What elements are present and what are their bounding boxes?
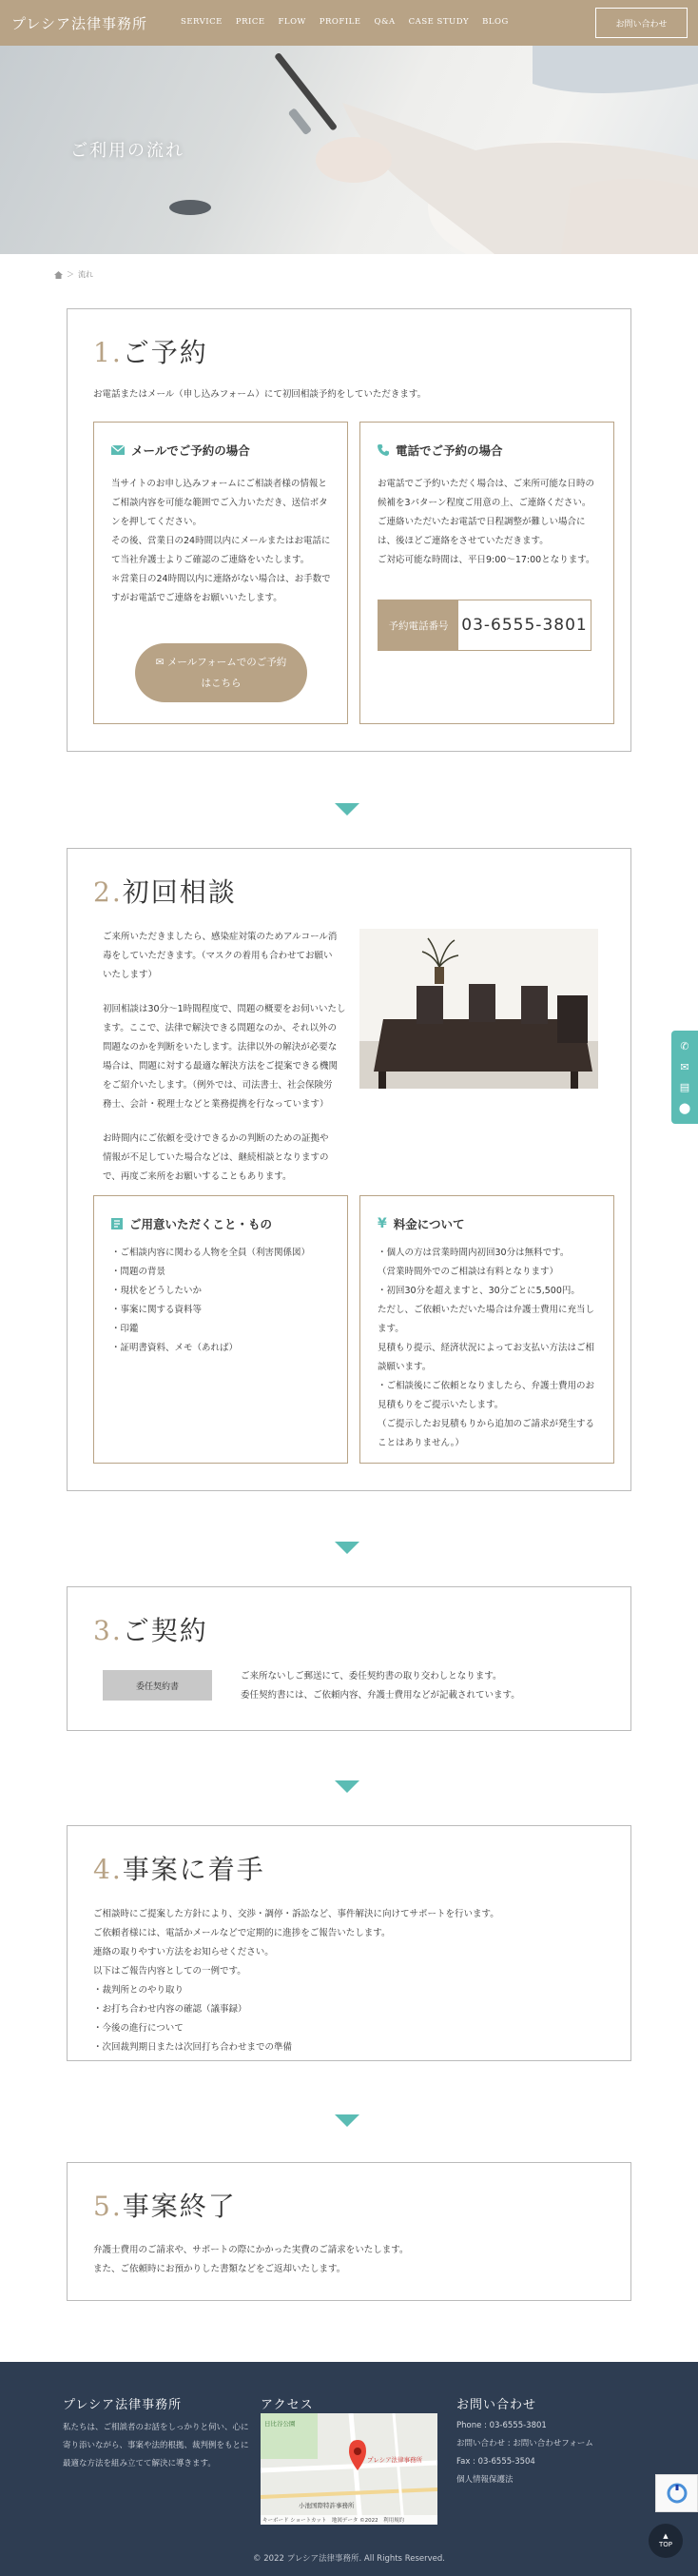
side-contact-bar — [671, 1031, 698, 1124]
page-title: ご利用の流れ — [70, 141, 184, 161]
site-footer — [0, 2362, 698, 2576]
box-title: ご用意いただくこと・もの — [111, 1215, 272, 1232]
footer-fax: Fax : 03-6555-3504 — [456, 2457, 535, 2467]
yen-icon: ¥ — [378, 1216, 387, 1231]
flow-arrow-icon — [335, 2114, 359, 2127]
flow-arrow-icon — [335, 1542, 359, 1554]
contract-text: ご来所ないしご郵送にて、委任契約書の取り交わしとなります。 委任契約書には、ご依頼内容、弁護士費用などが記載されています。 — [241, 1671, 520, 1701]
map-pin-icon[interactable]: ⬤ — [678, 1101, 691, 1114]
step-title — [93, 1610, 208, 1648]
site-header — [0, 0, 698, 46]
main-nav — [181, 17, 509, 27]
consultation-text: ご来所いただきましたら、感染症対策のためアルコール消 毒をしていただきます。（マスクの着用も合わせてお願い いたします） 初回相談は30分〜1時間程度で、問題の概要をお伺いいたし ます。ここで、法律で解決できる問題なのか、それ以外の 問題なのかを判断をいたします。法律以外の解決が必要な 場合は、問題に対する最適な解決方法をご提案できる機関 をご紹介いたします。（例外では、司法書士、社会保険労 務士、会計・税理士などと業務提携を行なっています） お時間内にご依頼を受けできるかの判断のための証拠や 情報が不足していた場合などは、継続相談となりますの で、再度ご来所をお願いすることもあります。 — [103, 932, 346, 1182]
case-progress-text: ご相談時にご提案した方針により、交渉・調停・訴訟など、事件解決に向けてサポートを行います。 ご依頼者様には、電話かメールなどで定期的に進捗をご報告いたします。 連絡の取りやすい方法をお知らせください。 以下はご報告内容としての一例です。 ・裁判所とのやり取り ・お打ち合わせ内容の確認（議事録） ・今後の進行について ・次回裁判期日または次回打ち合わせまでの準備 — [93, 1909, 499, 2053]
footer-phone[interactable]: Phone : 03-6555-3801 — [456, 2421, 547, 2430]
mail-reservation-box — [93, 422, 348, 724]
step-title — [93, 1849, 265, 1887]
breadcrumb-current: 流れ — [78, 270, 93, 279]
footer-privacy-link[interactable]: 個人情報保護法 — [456, 2475, 514, 2485]
step-title — [93, 332, 208, 370]
map-label-firm: プレシア法律事務所 — [367, 2456, 423, 2464]
step-intro: お電話またはメール（申し込みフォーム）にて初回相談予約をしていただきます。 — [93, 389, 427, 400]
footer-firm-name: プレシア法律事務所 — [63, 2398, 183, 2412]
step-heading: ご契約 — [122, 1615, 208, 1646]
back-to-top-button[interactable]: ▲ TOP — [649, 2524, 683, 2558]
meeting-room-photo — [359, 929, 598, 1089]
box-title: 電話でご予約の場合 — [378, 442, 503, 459]
nav-case-study[interactable]: CASE STUDY — [408, 17, 470, 27]
step-number: 4. — [93, 1854, 123, 1885]
document-icon[interactable]: ▤ — [679, 1081, 690, 1094]
map-attribution: キーボード ショートカット 地図データ ©2022 利用規約 — [261, 2515, 437, 2525]
step-number: 1. — [93, 337, 123, 368]
fee-box — [359, 1195, 614, 1464]
envelope-icon[interactable]: ✉ — [680, 1060, 689, 1073]
flow-arrow-icon — [335, 1780, 359, 1793]
home-icon[interactable] — [54, 271, 63, 279]
nav-service[interactable]: SERVICE — [181, 17, 223, 27]
map-label-office-nearby: 小池国際特許事務所 — [299, 2502, 355, 2509]
breadcrumb-separator: ＞ — [67, 270, 74, 279]
flow-arrow-icon — [335, 803, 359, 816]
step-case-end — [67, 2162, 631, 2301]
step-reservation — [67, 308, 631, 752]
preparation-list: ・ご相談内容に関わる人物を全員（利害関係図） ・問題の背景 ・現状をどうしたいか ・事案に関する資料等 ・印鑑 ・証明書資料、メモ（あれば） — [111, 1248, 311, 1353]
step-start-case — [67, 1825, 631, 2061]
access-map[interactable] — [261, 2413, 437, 2525]
copyright: © 2022 プレシア法律事務所. All Rights Reserved. — [253, 2554, 445, 2564]
case-end-text: 弁護士費用のご請求や、サポートの際にかかった実費のご請求をいたします。 また、ご依頼時にお預かりした書類などをご返却いたします。 — [93, 2245, 409, 2274]
recaptcha-badge[interactable] — [655, 2474, 698, 2512]
step-heading: 初回相談 — [122, 876, 237, 908]
hero-banner — [0, 46, 698, 254]
envelope-icon: ✉ — [155, 657, 167, 668]
site-logo[interactable]: プレシア法律事務所 — [11, 15, 148, 32]
box-title: メールでご予約の場合 — [111, 442, 250, 459]
mail-form-button[interactable]: ✉ メールフォームでのご予約 はこちら — [135, 643, 307, 702]
phone-icon — [378, 444, 389, 456]
step-heading: ご予約 — [122, 337, 208, 368]
step-title — [93, 872, 237, 910]
footer-mail-link[interactable]: お問い合わせ : お問い合わせフォーム — [456, 2439, 593, 2448]
list-icon — [111, 1218, 123, 1229]
footer-contact-info — [456, 2417, 593, 2489]
step-title — [93, 2186, 237, 2224]
step-contract — [67, 1586, 631, 1731]
contract-document-button[interactable]: 委任契約書 — [103, 1670, 212, 1701]
footer-description: 私たちは、ご相談者のお話をしっかりと伺い、心に 寄り添いながら、事案や法的根拠、裁判例をもとに 最適な方法を組み立てて解決に導きます。 — [63, 2423, 249, 2468]
envelope-icon — [111, 445, 125, 455]
nav-flow[interactable]: FLOW — [278, 17, 306, 27]
step-number: 2. — [93, 876, 123, 908]
step-consultation — [67, 848, 631, 1491]
map-label-park: 日比谷公園 — [264, 2420, 296, 2428]
recaptcha-icon — [666, 2482, 688, 2505]
fee-details: ・個人の方は営業時間内初回30分は無料です。 （営業時間外でのご相談は有料となります） ・初回30分を超えますと、30分ごとに5,500円。 ただし、ご依頼いただいた場合は弁護士費用に充当し ます。 見積もり提示、経済状況によってお支払い方法はご相 談願います。 ・ご相談後にご依頼となりましたら、弁護士費用のお 見積もりをご提示いたします。 （ご提示したお見積もりから追加のご請求が発生する ことはありません。） — [378, 1248, 595, 1448]
phone-number-box[interactable] — [378, 600, 591, 651]
contact-button[interactable]: お問い合わせ — [595, 8, 688, 38]
step-heading: 事案に着手 — [122, 1854, 265, 1885]
breadcrumb — [54, 269, 93, 280]
chevron-up-icon: ▲ — [663, 2532, 669, 2540]
phone-number[interactable]: 03-6555-3801 — [461, 616, 588, 635]
nav-qa[interactable]: Q&A — [374, 17, 396, 27]
footer-access-title: アクセス — [261, 2398, 314, 2412]
mail-instructions: 当サイトのお申し込みフォームにご相談者様の情報と ご相談内容を可能な範囲でご入力いただき、送信ボタ ンを押してください。 その後、営業日の24時間以内にメールまたはお電話に て当社弁護士よりご確認のご連絡をいたします。 ＊営業日の24時間以内に連絡がない場合は、お手数で すがお電話でご連絡をお願いいたします。 — [111, 479, 331, 603]
nav-profile[interactable]: PROFILE — [319, 17, 361, 27]
nav-price[interactable]: PRICE — [235, 17, 265, 27]
step-heading: 事案終了 — [122, 2191, 237, 2222]
phone-reservation-box — [359, 422, 614, 724]
footer-contact-title: お問い合わせ — [456, 2398, 537, 2412]
box-title: ¥ 料金について — [378, 1216, 465, 1231]
step-number: 5. — [93, 2191, 123, 2222]
step-number: 3. — [93, 1615, 123, 1646]
phone-icon[interactable]: ✆ — [680, 1040, 689, 1053]
preparation-box — [93, 1195, 348, 1464]
phone-instructions: お電話でご予約いただく場合は、ご来所可能な日時の 候補を3パターン程度ご用意の上、ご連絡ください。 ご連絡いただいたお電話で日程調整が難しい場合に は、後ほどご連絡をさせていただきます。 ご対応可能な時間は、平日9:00〜17:00となります。 — [378, 479, 595, 565]
phone-label: 予約電話番号 — [378, 600, 458, 650]
nav-blog[interactable]: BLOG — [482, 17, 509, 27]
